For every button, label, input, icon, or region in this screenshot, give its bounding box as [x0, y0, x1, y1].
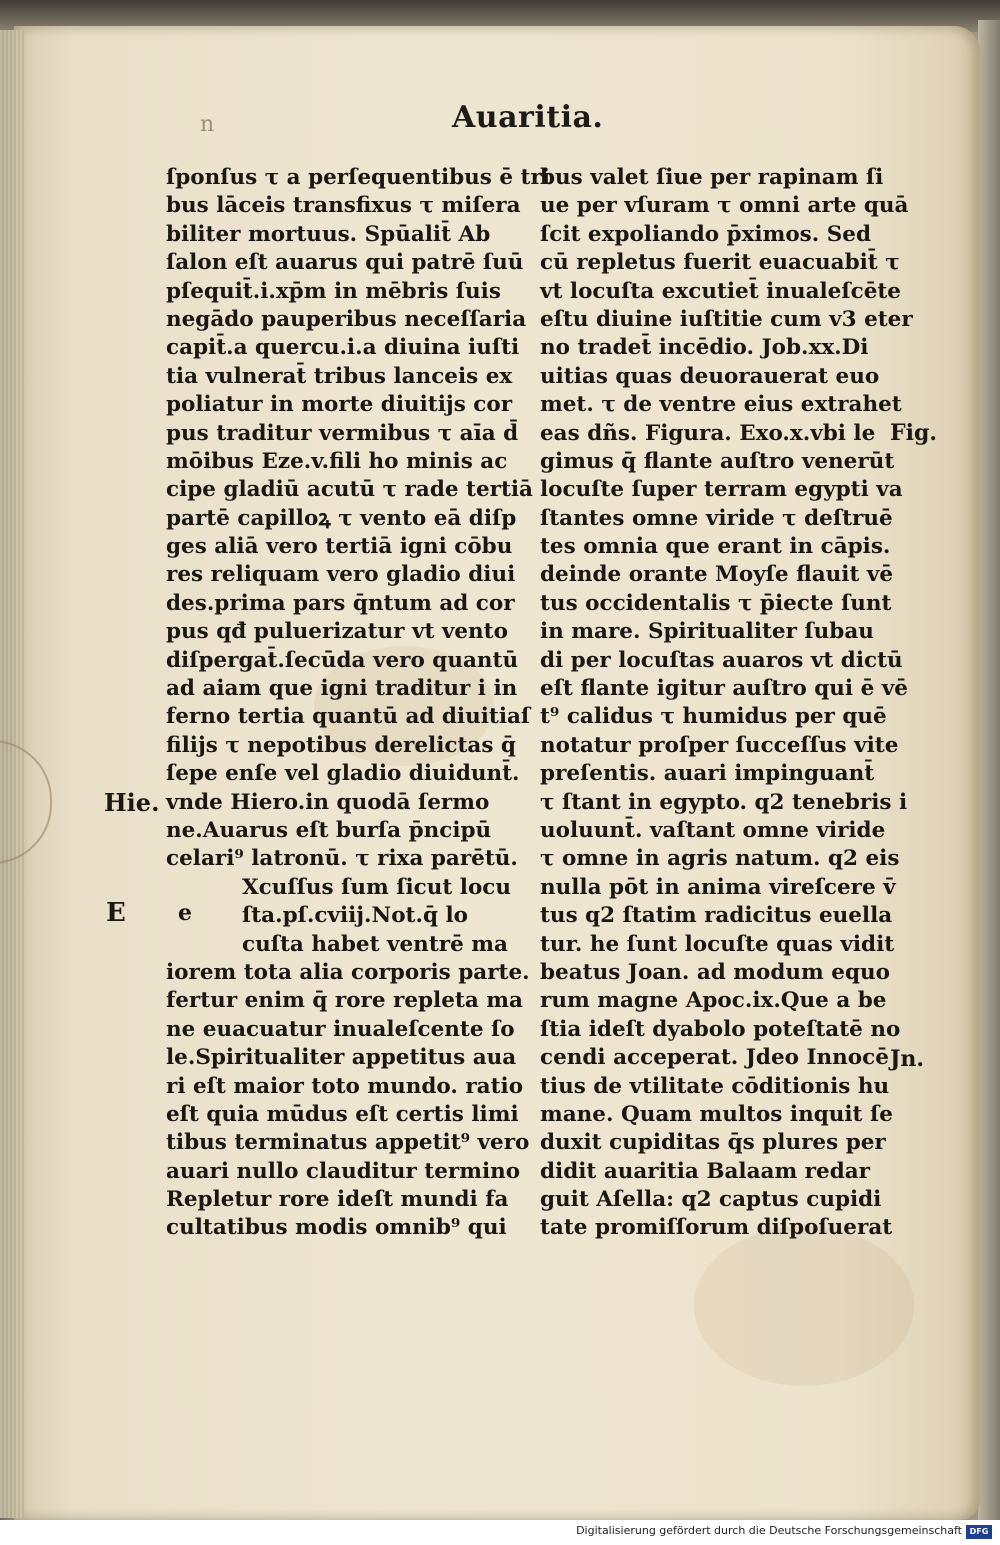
margin-note-fig: Fig. [890, 420, 938, 446]
text-line: le.Spiritualiter appetitus aua [166, 1045, 517, 1071]
text-line: ſepe enſe vel gladio diuidunt̄. [166, 761, 520, 787]
margin-note-hie: Hie. [104, 788, 160, 817]
text-line: cultatibus modis omnib⁹ qui [166, 1215, 507, 1241]
text-line: tur. he ſunt locuſte quas vidit [540, 931, 895, 957]
text-line: in mare. Spiritualiter ſubau [540, 619, 874, 645]
text-line: didit auaritia Balaam redar [540, 1158, 870, 1184]
text-line: fertur enim q̄ rore repleta ma [166, 988, 523, 1014]
text-line: τ omne in agris natum. q2 eis [540, 846, 900, 872]
text-line: Repletur rore ideſt mundi fa [166, 1187, 509, 1213]
text-line: duxit cupiditas q̄s plures per [540, 1130, 886, 1156]
text-line: cendi acceperat. Jdeo Innocē [540, 1045, 889, 1071]
text-line: ſalon eſt auarus qui patrē ſuū [166, 250, 524, 276]
text-line: met. τ de ventre eius extrahet [540, 392, 902, 418]
text-line: eas dñs. Figura. Exo.x.vbi le [540, 420, 876, 446]
text-line: cuſta habet ventrē ma [242, 931, 508, 957]
text-line: mane. Quam multos inquit ſe [540, 1101, 893, 1127]
text-line: Xcuſſus ſum ſicut locu [242, 874, 512, 900]
text-line: pus traditur vermibus τ aīa d̄ [166, 420, 519, 446]
margin-letter-small: e [178, 900, 192, 926]
text-line: ue per vſuram τ omni arte quā [540, 193, 909, 219]
text-line: tes omnia que erant in cāpis. [540, 534, 891, 560]
text-line: tus q2 ſtatim radicitus euella [540, 903, 893, 929]
text-line: rum magne Apoc.ix.Que a be [540, 988, 887, 1014]
text-line: ſcit expoliando p̄ximos. Sed [540, 221, 871, 247]
text-line: eſtu diuine iuſtitie cum v3 eter [540, 306, 913, 332]
text-line: t⁹ calidus τ humidus per quē [540, 704, 887, 730]
text-line: ſta.pſ.cviij.Not.q̄ lo [242, 903, 468, 929]
text-line: uitias quas deuorauerat euo [540, 363, 880, 389]
text-line: ſponſus τ a perſequentibus ē tri [166, 165, 550, 190]
text-line: eſt flante igitur auſtro qui ē vē [540, 676, 908, 702]
margin-note-inn: Jn. [890, 1046, 925, 1072]
text-line: preſentis. auari impinguant̄ [540, 761, 875, 787]
text-line: filijs τ nepotibus derelictas q̄ [166, 732, 516, 758]
text-line: negādo pauperibus neceſſaria [166, 306, 527, 332]
text-line: ges aliā vero tertiā igni cōbu [166, 534, 513, 560]
text-line: beatus Joan. ad modum equo [540, 959, 890, 985]
text-line: pſequit̄.i.xp̄m in mēbris ſuis [166, 278, 501, 304]
dfg-logo: DFG [966, 1525, 992, 1539]
text-line: res reliquam vero gladio diui [166, 562, 516, 588]
text-line: no tradet̄ incēdio. Job.xx.Di [540, 335, 869, 361]
text-line: iorem tota alia corporis parte. [166, 959, 530, 985]
text-line: ferno tertia quantū ad diuitiaſ [166, 704, 531, 730]
text-line: diſpergat̄.ſecūda vero quantū [166, 647, 519, 673]
text-line: auari nullo clauditur termino [166, 1158, 521, 1184]
text-line: pus qđ puluerizatur vt vento [166, 619, 508, 645]
text-line: ne euacuatur inualeſcente ſo [166, 1016, 515, 1042]
text-line: eſt quia mūdus eſt certis limi [166, 1101, 519, 1127]
text-line: tate promiſſorum diſpoſuerat [540, 1215, 893, 1241]
text-line: di per locuſtas auaros vt dictū [540, 647, 903, 673]
text-line: celari⁹ latronū. τ rixa parētū. [166, 846, 518, 872]
book-cover-edge [978, 20, 1000, 1520]
text-line: gimus q̄ flante auſtro venerūt [540, 448, 895, 474]
text-line: nulla pōt in anima vireſcere v̄ [540, 874, 896, 900]
text-line: τ ſtant in egypto. q2 tenebris i [540, 789, 908, 815]
text-line: notatur proſper ſucceſſus vite [540, 732, 899, 758]
folio-mark: n [200, 112, 215, 137]
footer-credit: Digitalisierung gefördert durch die Deutsche Forschungsgemeinschaft [576, 1524, 962, 1537]
text-line: locuſte ſuper terram egypti va [540, 477, 903, 503]
text-line: ri eſt maior toto mundo. ratio [166, 1073, 524, 1099]
text-line: ſtantes omne viride τ deſtruē [540, 505, 893, 531]
text-line: des.prima pars q̄ntum ad cor [166, 590, 515, 616]
text-line: tibus terminatus appetit⁹ vero [166, 1130, 530, 1156]
text-line: bus lāceis transfixus τ miſera [166, 193, 521, 219]
paper-stain [694, 1226, 914, 1386]
text-line: tius de vtilitate cōditionis hu [540, 1073, 890, 1099]
text-line: biliter mortuus. Spūalit̄ Ab [166, 221, 491, 247]
text-line: cipe gladiū acutū τ rade tertiā [166, 477, 533, 503]
text-line: tus occidentalis τ p̄iecte ſunt [540, 590, 892, 616]
text-line: partē capilloꝝ τ vento eā diſp [166, 505, 517, 531]
text-line: uoluunt̄. vaſtant omne viride [540, 817, 886, 843]
right-text-column [540, 164, 920, 1243]
text-line: cū repletus fuerit euacuabit̄ τ [540, 250, 900, 276]
text-line: deinde orante Moyſe flauit vē [540, 562, 894, 588]
left-text-column [166, 164, 550, 1243]
text-line: poliatur in morte diuitijs cor [166, 392, 513, 418]
text-line: vnde Hiero.in quodā ſermo [166, 789, 490, 815]
running-head: Auaritia. [452, 100, 604, 135]
text-line: bus valet ſiue per rapinam ſi [540, 165, 884, 190]
text-line: ad aiam que igni traditur i in [166, 676, 518, 702]
text-line: tia vulnerat̄ tribus lanceis ex [166, 363, 513, 389]
text-line: ſtia ideſt dyabolo poteſtatē no [540, 1016, 901, 1042]
margin-letter-capital: E [106, 898, 126, 928]
text-line: vt locuſta excutiet̄ inualeſcēte [540, 278, 901, 304]
text-line: guit Aſella: q2 captus cupidi [540, 1187, 882, 1213]
text-line: mōibus Eze.v.fili ho minis ac [166, 448, 508, 474]
text-line: ne.Auarus eſt burſa p̄ncipū [166, 817, 492, 843]
text-line: capit̄.a quercu.i.a diuina iuſti [166, 335, 520, 361]
